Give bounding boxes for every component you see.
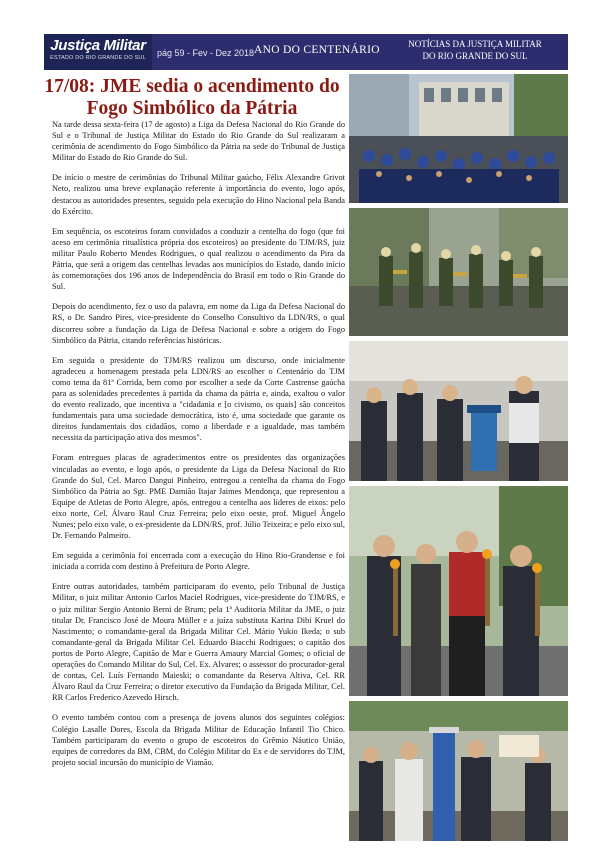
brand-subtitle: ESTADO DO RIO GRANDE DO SUL	[50, 55, 146, 61]
page-header	[44, 34, 568, 70]
article-paragraph: Em seguida o presidente do TJM/RS realizou um discurso, onde inicialmente agradeceu a homenagem prestada pela LDN/RS ao escolher o Centenário do TJM como tema da 81ª Corrida, bem como por escolher a sede da Corte Castrense gaúcha para as solenidades precedentes à partida da chama da pátria e, ainda, exaltou o valor do evento realizado, que incentiva a "cidadania e [o civismo, os quais] são conceitos fundamentais para uma sociedade democrática, isto é, uma sociedade que garante os direitos fundamentais dos cidadãos, como a liberdade e a igualdade, mas também necessita da participação ativa dos mesmos".	[52, 355, 345, 443]
issue-info: pág 59 - Fev - Dez 2018	[157, 48, 255, 58]
photo-authorities-speech-image	[349, 341, 568, 481]
brand-name: Justiça Militar	[50, 37, 146, 54]
photo-authorities-speech	[349, 341, 568, 481]
photo-crowd-scouts-image	[349, 74, 568, 203]
photo-torch-bearers	[349, 486, 568, 696]
photo-army-band	[349, 208, 568, 336]
photo-army-band-image	[349, 208, 568, 336]
justica-militar-logo	[44, 34, 152, 70]
article-paragraph: Na tarde dessa sexta-feira (17 de agosto) a Liga da Defesa Nacional do Rio Grande do Sul e o Tribunal de Justiça Militar do Estado do Rio Grande do Sul realizaram a cerimônia de acendimento do Fogo Simbólico da Pátria na sede do Tribunal de Justiça Militar do Estado do Rio Grande do Sul.	[52, 120, 345, 163]
photo-crowd-scouts	[349, 74, 568, 203]
photo-column	[349, 74, 568, 788]
publication-name-line2: DO RIO GRANDE DO SUL	[422, 51, 528, 61]
section-title: ANO DO CENTENÁRIO	[254, 44, 380, 56]
article-paragraph: Em sequência, os escoteiros foram convidados a conduzir a centelha do fogo (que foi aceso em cerimônia ritualística própria dos escoteiros) ao presidente do TJM/RS, juiz militar Paulo Roberto Mendes Rodrigues, o qual realizou o acendimento da Pira da Pátria, que será a origem das centelhas levadas aos municípios do Estado, dando início às comemorações dos 196 anos de Independência do Brasil em todo o Rio Grande do Sul.	[52, 226, 345, 292]
article-paragraph: Entre outras autoridades, também participaram do evento, pelo Tribunal de Justiça Militar, o juiz militar Antonio Carlos Maciel Rodrigues, vice-presidente do TJM/RS, e o juiz militar Sergio Antonio Berni de Brum; pela 1ª Auditoria Militar da JME, o juiz titular Dr. Francisco José de Moura Müller e a juíza substituta Karina Dibi Kruel do Nascimento; o comandante-geral da Brigada Militar Cel. Mário Yukio Ikeda; o sub comandante-geral da Brigada Militar Cel. Eduardo Biacchi Rodrigues; o capitão dos portos de Porto Alegre, Capitão de Mar e Guerra Amaury Marcial Gomes; o oficial de operações do Comando Militar do Sul, Cel. Ex. Alvares; o assessor do procurador-geral de contas, Cel. Luís Fernando Maieski; o comandante da Reserva Altiva, Cel. RR Álvaro Raul da Cruz Ferreira; o diretor executivo da Fundação da Brigada Militar, Cel. RR Carlos Frederico Azevedo Hirsch.	[52, 582, 345, 703]
article-title-line2: Fogo Simbólico da Pátria	[86, 98, 298, 119]
publication-name-line1: NOTÍCIAS DA JUSTIÇA MILITAR	[408, 39, 542, 49]
photo-pira-lighting-image	[349, 701, 568, 841]
publication-name	[390, 38, 560, 62]
article-paragraph: De início o mestre de cerimônias do Tribunal Militar gaúcho, Félix Alexandre Grivot Neto, realizou uma breve explanação referente à importância do evento, logo após, destacou as autoridades presentes, seguido pela execução do Hino Nacional pela Banda do Exército.	[52, 173, 345, 216]
article-paragraph: Foram entregues placas de agradecimentos entre os presidentes das organizações vinculadas ao evento, e logo após, o presidente da Liga da Defesa Nacional do Rio Grande do Sul, Cel. Marco Dangui Pinheiro, entregou a centelha da chama do Fogo Simbólico da Pátria ao Sgt. PME Damião Itajar Jaimes Mendonça, que representou a Equipe de Atletas de Porto Alegre, após, entregou a centelha aos líderes de eixos: pelo eixo norte, Cel. Álvaro Raul Cruz Ferreira; pelo eixo oeste, prof. Miguel Ângelo Nunes; pelo eixo vale, o ex-presidente da LDN/RS, prof. Júlio Teixeira; e pelo eixo sul, Dr. Fernando Palmeiro.	[52, 453, 345, 541]
photo-torch-bearers-image	[349, 486, 568, 696]
article-paragraph: Depois do acendimento, fez o uso da palavra, em nome da Liga da Defesa Nacional do RS, o Dr. Sandro Pires, vice-presidente do Conselho Consultivo da LDN/RS, o qual discorreu sobre a fundação da Liga de Defesa Nacional e sobre a origem do Fogo Simbólico da Pátria, citando referências históricas.	[52, 302, 345, 345]
photo-pira-lighting	[349, 701, 568, 841]
article-paragraph: Em seguida a cerimônia foi encerrada com a execução do Hino Rio-Grandense e foi iniciada a corrida com destino à Prefeitura de Porto Alegre.	[52, 551, 345, 572]
article-title-line1: 17/08: JME sedia o acendimento do	[44, 76, 340, 97]
article-body	[52, 119, 345, 777]
article-title	[44, 76, 340, 120]
article-paragraph: O evento também contou com a presença de jovens alunos dos seguintes colégios: Colégio Lasalle Dores, Escola da Brigada Militar de Educação Infantil Tio Chico. Também participaram do evento o grupo de escoteiros do Grêmio Náutico União, equipes de corredores da BM, CBM, do Colégio Militar do Ex e de servidores do TJM, projeto social incursão do município de Viamão.	[52, 713, 345, 767]
